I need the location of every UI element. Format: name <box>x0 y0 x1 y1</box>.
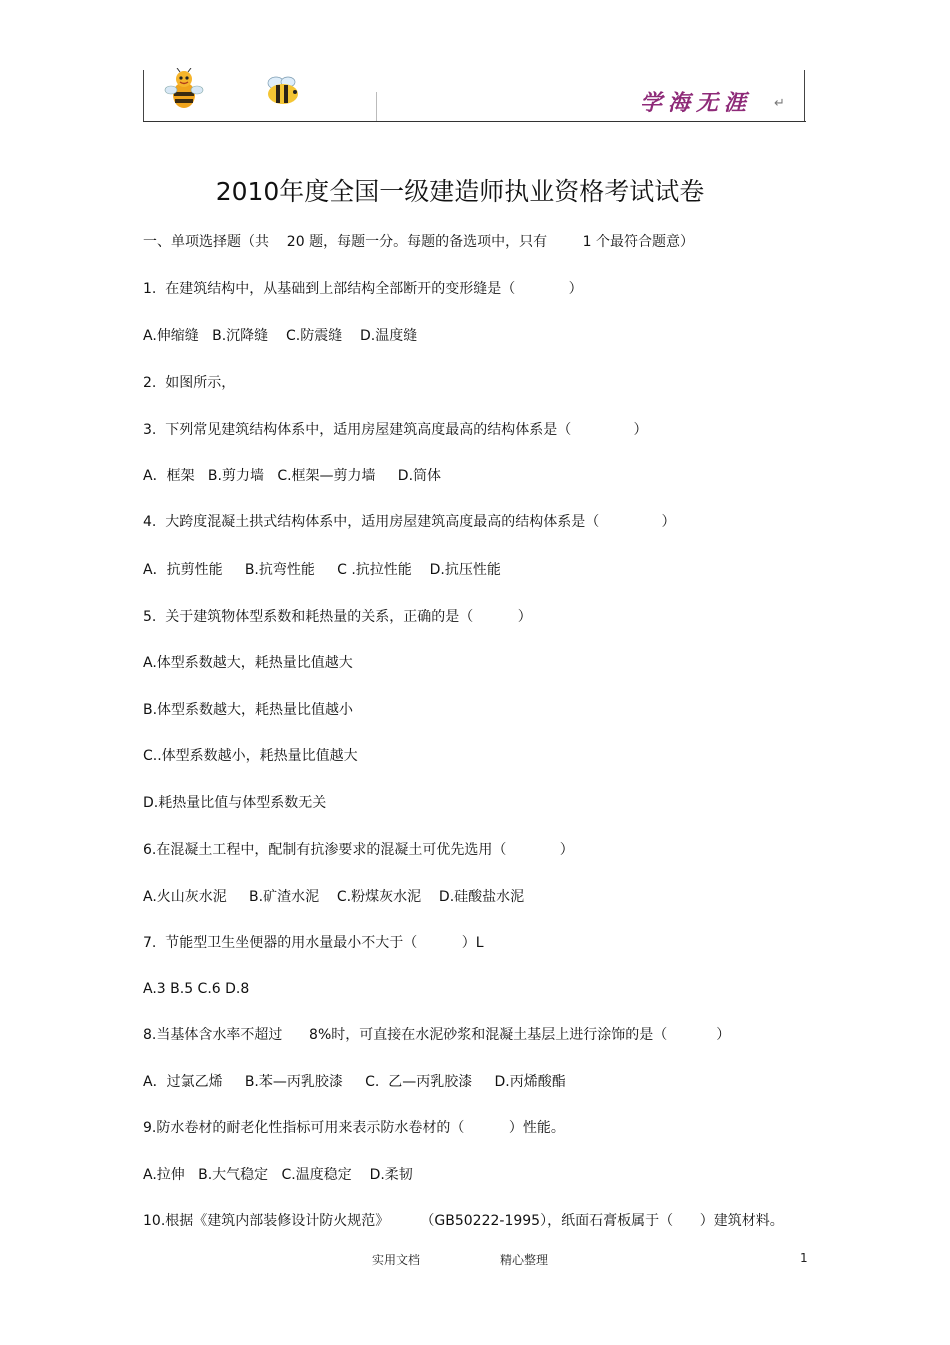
question-1: 1. 在建筑结构中，从基础到上部结构全部断开的变形缝是（ ） <box>143 281 583 297</box>
question-3: 3. 下列常见建筑结构体系中，适用房屋建筑高度最高的结构体系是（ ） <box>143 422 648 438</box>
header-divider <box>376 92 377 121</box>
question-3-options: A．框架 B.剪力墙 C.框架—剪力墙 D.筒体 <box>143 468 442 484</box>
question-10: 10.根据《建筑内部装修设计防火规范》 （GB50222-1995），纸面石膏板属于（ ）建筑材料。 <box>143 1213 784 1229</box>
header-rule <box>143 121 806 122</box>
footer-left-text: 实用文档 <box>372 1253 421 1267</box>
question-5-option-b: B.体型系数越大，耗热量比值越小 <box>143 702 354 718</box>
question-9-options: A.拉伸 B.大气稳定 C.温度稳定 D.柔韧 <box>143 1167 413 1183</box>
question-5: 5. 关于建筑物体型系数和耗热量的关系，正确的是（ ） <box>143 609 532 625</box>
question-6: 6.在混凝土工程中，配制有抗渗要求的混凝土可优先选用（ ） <box>143 842 574 858</box>
header-left-border <box>143 70 144 121</box>
page-number: 1 <box>800 1251 808 1265</box>
question-5-option-a: A.体型系数越大，耗热量比值越大 <box>143 655 353 671</box>
footer-middle-text: 精心整理 <box>500 1253 549 1267</box>
exam-title: 2010年度全国一级建造师执业资格考试试卷 <box>215 177 705 206</box>
question-7: 7. 节能型卫生坐便器的用水量最小不大于（ ）L <box>143 935 484 951</box>
header-motto: 学海无涯 <box>640 90 753 116</box>
header-right-border <box>804 70 805 121</box>
question-4-options: A．抗剪性能 B.抗弯性能 C .抗拉性能 D.抗压性能 <box>143 562 501 578</box>
paragraph-mark: ↵ <box>774 96 785 111</box>
question-7-options: A.3 B.5 C.6 D.8 <box>143 981 250 997</box>
question-5-option-c: C..体型系数越小，耗热量比值越大 <box>143 748 358 764</box>
bee-icon <box>264 74 302 106</box>
section-heading: 一、单项选择题（共 20 题，每题一分。每题的备选项中，只有 1 个最符合题意） <box>143 234 695 250</box>
question-5-option-d: D.耗热量比值与体型系数无关 <box>143 795 327 811</box>
question-9: 9.防水卷材的耐老化性指标可用来表示防水卷材的（ ）性能。 <box>143 1120 565 1136</box>
bee-mascot-icon <box>164 68 204 112</box>
question-8: 8.当基体含水率不超过 8%时，可直接在水泥砂浆和混凝土基层上进行涂饰的是（ ） <box>143 1027 731 1043</box>
question-4: 4. 大跨度混凝土拱式结构体系中，适用房屋建筑高度最高的结构体系是（ ） <box>143 514 676 530</box>
question-6-options: A.火山灰水泥 B.矿渣水泥 C.粉煤灰水泥 D.硅酸盐水泥 <box>143 889 525 905</box>
question-8-options: A．过氯乙烯 B.苯—丙乳胶漆 C. 乙—丙乳胶漆 D.丙烯酸酯 <box>143 1074 566 1090</box>
question-2: 2. 如图所示， <box>143 375 236 391</box>
question-1-options: A.伸缩缝 B.沉降缝 C.防震缝 D.温度缝 <box>143 328 418 344</box>
